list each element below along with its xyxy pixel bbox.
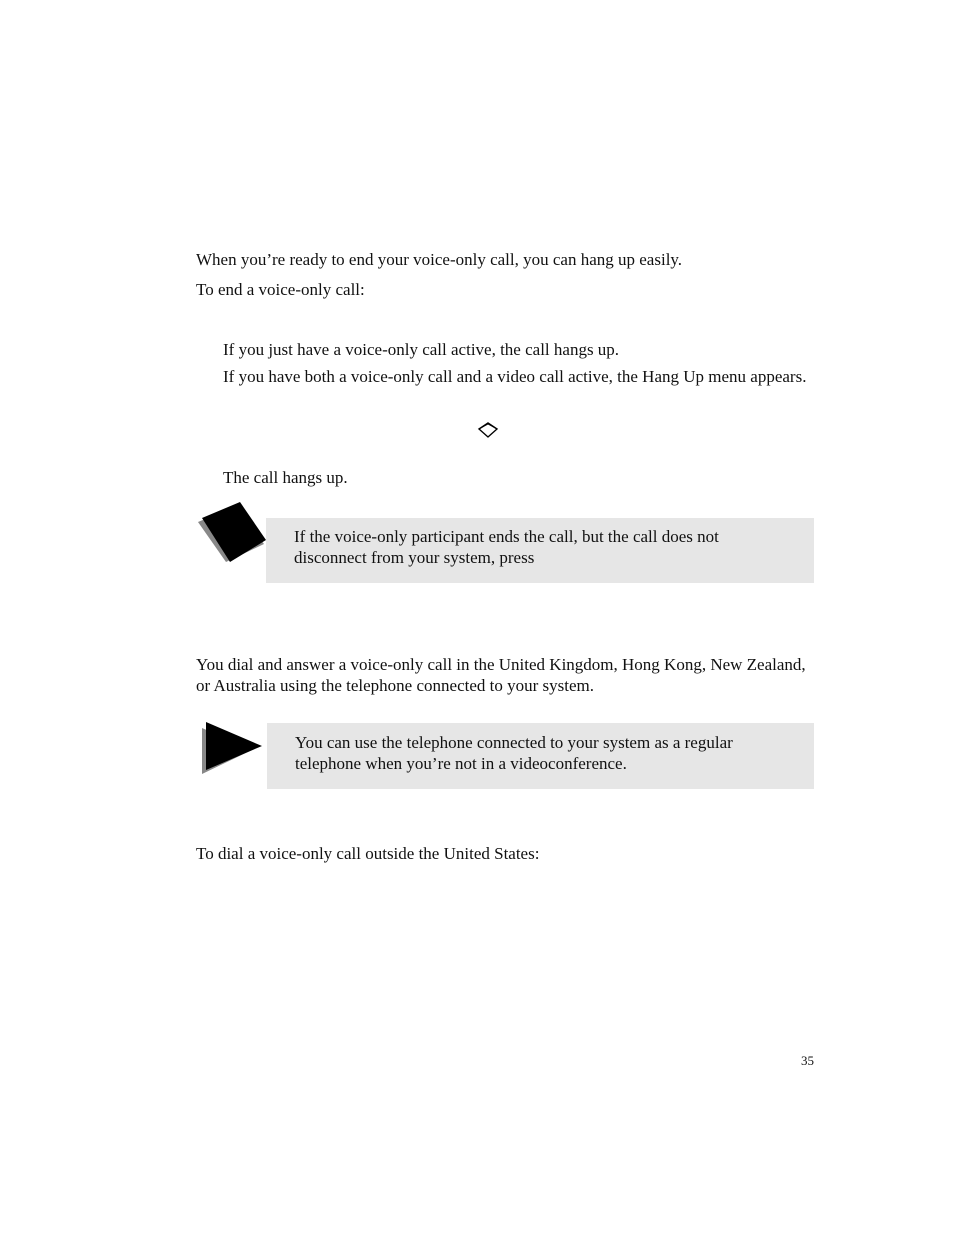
page-number: 35 [801,1053,814,1068]
international-intro: You dial and answer a voice-only call in the United Kingdom, Hong Kong, New Zealand, or Australia using the telephone connected to your system. [196,655,806,695]
intro-paragraph: When you’re ready to end your voice-only call, you can hang up easily. [196,250,683,269]
international-lead: To dial a voice-only call outside the United States: [196,844,540,863]
diamond-select-icon [477,421,499,439]
result-single-call: If you just have a voice-only call active, the call hangs up. [223,340,620,359]
caution-note-text: If the voice-only participant ends the call, but the call does not disconnect from your system, press [294,527,719,567]
tip-note-text: You can use the telephone connected to your system as a regular telephone when you’re not in a videoconference. [295,733,733,773]
result-both-calls: If you have both a voice-only call and a video call active, the Hang Up menu appears. [223,367,807,386]
end-call-lead: To end a voice-only call: [196,280,365,299]
caution-diamond-icon [196,500,268,566]
result-final: The call hangs up. [223,468,348,487]
arrow-pointer-icon [200,718,266,776]
